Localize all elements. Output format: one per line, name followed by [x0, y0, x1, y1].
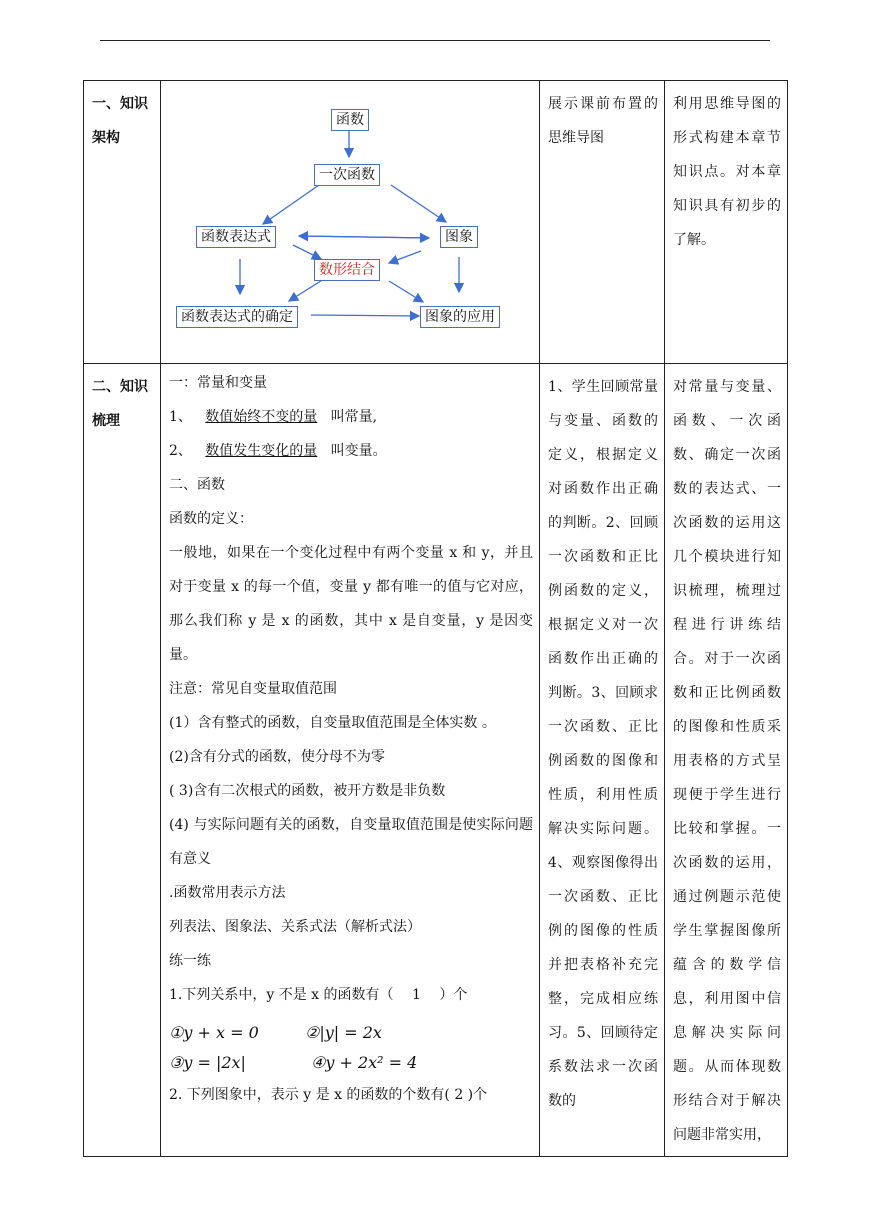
option-4: ④y + 2x² = 4	[311, 1053, 418, 1072]
mindmap-node-bottom-left: 函数表达式的确定	[176, 306, 298, 328]
section-title: 一、知识架构	[84, 81, 161, 364]
option-1: ①y + x = 0	[169, 1023, 259, 1042]
design-purpose: 对常量与变量、函数、一次函数、确定一次函数的表达式、一次函数的运用这几个模块进行知识梳理，梳理过程进行讲练结合。对于一次函数和正比例函数的图像和性质采用表格的方式呈现便于学生进行比较和掌握。一次函数的运用，通过例题示范使学生掌握图像所蕴含的数学信息，利用图中信息解决实际问题。从而体现数形结合对于解决问题非常实用，	[665, 364, 788, 1157]
options-row-2	[169, 1042, 533, 1072]
mindmap-node-bottom-right: 图象的应用	[420, 306, 500, 328]
table-row	[84, 81, 788, 364]
heading-function: 二、函数	[169, 477, 225, 493]
knowledge-content	[161, 364, 540, 1157]
mindmap-node-expression: 函数表达式	[196, 226, 276, 248]
section-title: 二、知识梳理	[84, 364, 161, 1157]
mindmap	[161, 81, 540, 357]
practice-title: 练一练	[169, 953, 211, 969]
definition-title: 函数的定义：	[169, 511, 253, 527]
note-item: ( 3)含有二次根式的函数，被开方数是非负数	[169, 783, 446, 799]
question-2: 2. 下列图象中，表示 y 是 x 的函数的个数有( 2 )个	[169, 1087, 488, 1103]
table-row	[84, 364, 788, 1157]
variable-line: 2、 数值发生变化的量 叫变量。	[169, 443, 387, 459]
mindmap-node-graph: 图象	[440, 226, 478, 248]
note-item: (2)含有分式的函数，使分母不为零	[169, 749, 385, 765]
lesson-plan-table	[83, 80, 788, 1157]
mindmap-cell	[161, 81, 540, 364]
note-item: (4) 与实际问题有关的函数，自变量取值范围是使实际问题有意义	[169, 817, 533, 867]
representation-title: .函数常用表示方法	[169, 885, 286, 901]
mindmap-node-root: 函数	[331, 109, 369, 131]
note-item: (1）含有整式的函数，自变量取值范围是全体实数 。	[169, 715, 496, 731]
question-1: 1.下列关系中，y 不是 x 的函数有（ 1 ）个	[169, 987, 468, 1003]
note-title: 注意：常见自变量取值范围	[169, 681, 337, 697]
mindmap-node-center: 数形结合	[314, 259, 380, 281]
heading-constants: 一：常量和变量	[169, 375, 267, 391]
constant-line: 1、 数值始终不变的量 叫常量,	[169, 409, 378, 425]
design-purpose: 利用思维导图的形式构建本章节知识点。对本章知识具有初步的了解。	[665, 81, 788, 364]
mindmap-node-linear-function: 一次函数	[314, 164, 380, 186]
representation-body: 列表法、图象法、关系式法（解析式法）	[169, 919, 421, 935]
header-rule	[100, 40, 770, 41]
option-2: ②|y| = 2x	[305, 1023, 382, 1042]
teacher-activity: 展示课前布置的思维导图	[540, 81, 665, 364]
definition-body: 一般地，如果在一个变化过程中有两个变量 x 和 y，并且对于变量 x 的每一个值，变量 y 都有唯一的值与它对应，那么我们称 y 是 x 的函数，其中 x 是自变量，y 是因变量。	[169, 545, 533, 663]
student-activity: 1、学生回顾常量与变量、函数的定义，根据定义对函数作出正确的判断。2、回顾一次函数和正比例函数的定义，根据定义对一次函数作出正确的判断。3、回顾求一次函数、正比例函数的图像和性质，利用性质解决实际问题。4、观察图像得出一次函数、正比例的图像的性质并把表格补充完整，完成相应练习。5、回顾待定系数法求一次函数的	[540, 364, 665, 1157]
options-row-1	[169, 1012, 533, 1042]
option-3: ③y = |2x|	[169, 1053, 246, 1072]
